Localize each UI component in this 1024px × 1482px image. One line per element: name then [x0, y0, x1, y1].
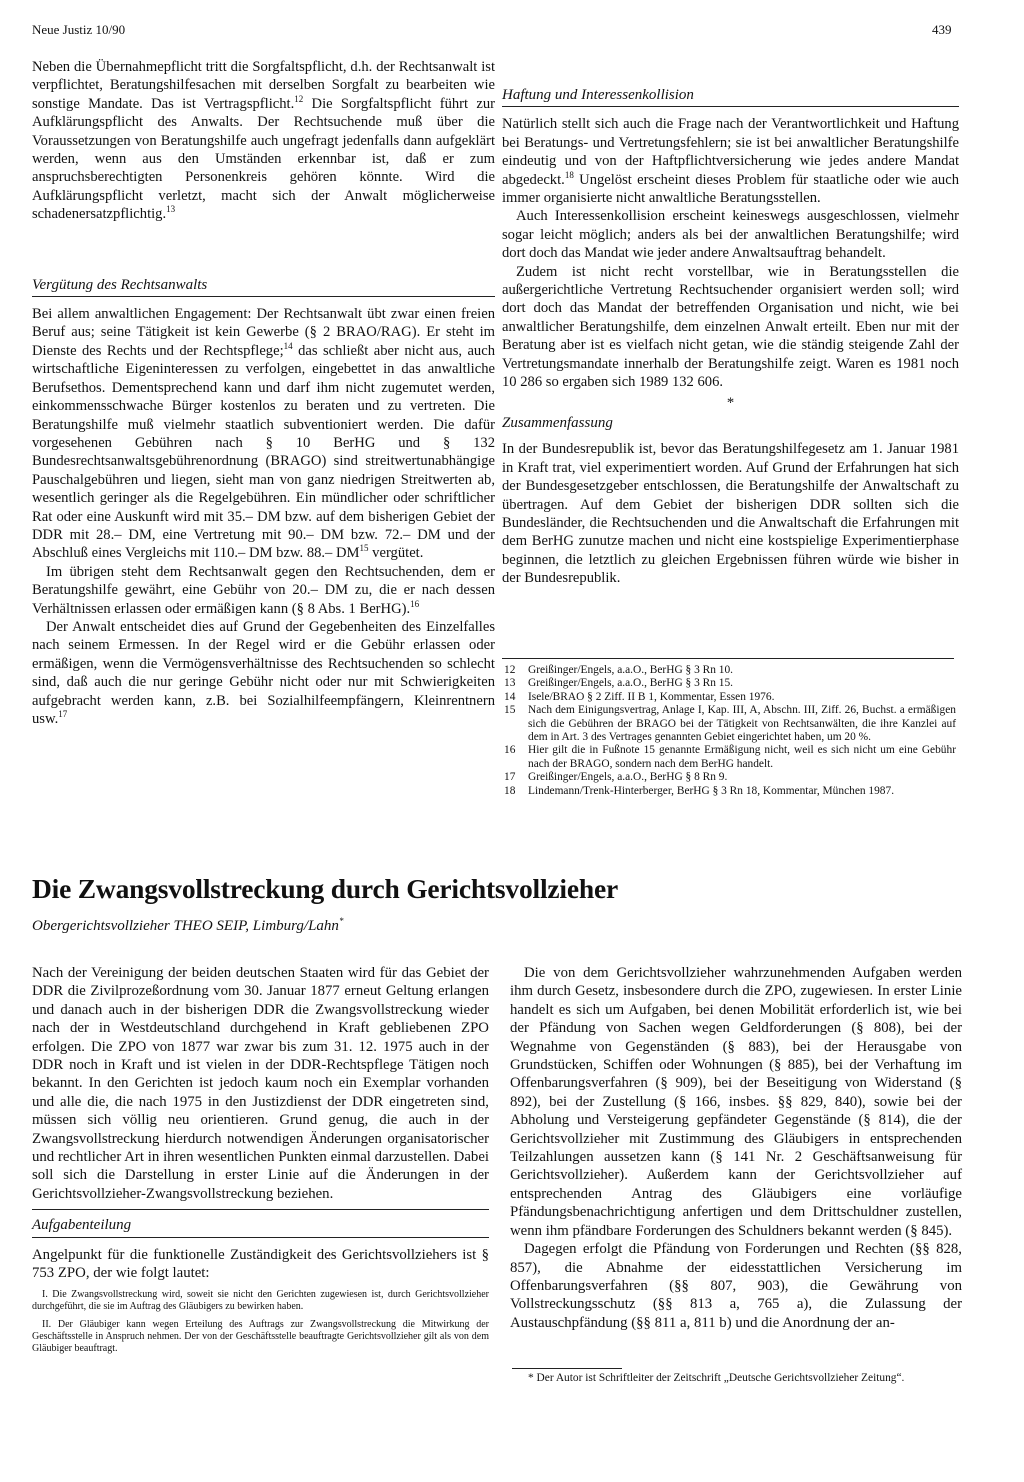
paragraph: Die von dem Gerichtsvollzieher wahrzunehmenden Aufgaben werden ihm durch Gesetz, insbesondere durch die ZPO, zugewiesen. In erster Linie handelt es sich um Aufgaben, bei denen Mobilität erforderlich ist, wie bei der Pfändung von Sachen wegen Geldforderungen (§ 808), bei der Wegnahme von Gegenständen (§ 883), bei der Herausgabe von Grundstücken, Schiffen oder Wohnungen (§ 885), bei der Verhaftung im Offenbarungsverfahren (§ 909), bei der Beseitigung von Widerstand (§ 892), bei der Zustellung (§ 166, insbes. §§ 829, 840), sowie bei der Abholung und Versteigerung gepfändeter Gegenstände (§ 814), die der Gerichtsvollzieher mit Zustimmung des Gläubigers in entsprechenden Teilzahlungen aussetzen kann (§ 141 Nr. 2 Geschäftsanweisung für Gerichtsvollzieher). Außerdem kann der Gerichtsvollzieher auf entsprechenden Antrag des Gläubigers eine vorläufige Pfändungsbenachrichtigung anfertigen und dem Drittschuldner zustellen, wenn ihm pfändbare Forderungen des Schuldners bekannt werden (§ 845). — [510, 965, 962, 1239]
statute-quote — [32, 1289, 489, 1355]
section-separator-asterisk: * — [726, 394, 735, 411]
paragraph: Angelpunkt für die funktionelle Zuständigkeit des Gerichtsvollziehers ist § 753 ZPO, der wie folgt lautet: — [32, 1246, 489, 1282]
article-right-column — [510, 964, 962, 1332]
section-heading-aufgabenteilung: Aufgabenteilung — [32, 1216, 489, 1237]
paragraph: Nach der Vereinigung der beiden deutschen Staaten wird für das Gebiet der DDR die Zivilprozeßordnung vom 30. Januar 1877 erneut Geltung erlangen und danach auch in der bisherigen DDR die Zwangsvollstreckung wieder nach der in Westdeutschland durchgehend in Kraft gebliebenen ZPO erfolgen. Die ZPO von 1877 war zwar bis zum 31. 12. 1975 auch in der DDR noch in Kraft und ist vielen in der DDR-Rechtspflege Tätigen noch bekannt. In den Gerichten ist jedoch kaum noch ein Exemplar vorhanden und alle die, die nach 1975 in den Justizdienst der DDR eingetreten sind, müssen sich völlig neu orientieren. Grund genug, die auch in der Zwangsvollstreckung hierdurch notwendigen Änderungen organisatorischer und rechtlicher Art in ihren wesentlichen Punkten einmal darzustellen. Dabei soll sich die Darstellung in erster Linie auf die Änderungen in der Gerichtsvollzieher-Zwangsvollstreckung beziehen. — [32, 965, 489, 1202]
author-note: * Der Autor ist Schriftleiter der Zeitschrift „Deutsche Gerichtsvollzieher Zeitung“. — [528, 1372, 905, 1384]
footnote: 12 Greißinger/Engels, a.a.O., BerHG § 3 Rn 10. — [504, 664, 733, 676]
paragraph: Natürlich stellt sich auch die Frage nach der Verantwortlichkeit und Haftung bei Beratungs- und Vertretungsfehlern; sie ist bei anwaltlicher Beratungshilfe eindeutig und von der Haftpflichtversicherung wie jedes andere Mandat abgedeckt.$^{18}$ Ungelöst erscheint dieses Problem für staatliche oder wie auch immer organisierte nicht anwaltliche Beratungsstellen. — [502, 116, 959, 207]
paragraph: Im übrigen steht dem Rechtsanwalt gegen den Rechtsuchenden, dem er Beratungshilfe gewährt, eine Gebühr von 20.– DM zu, die er nach dessen Verhältnissen erlassen oder ermäßigen kann (§ 8 Abs. 1 BerHG).$^{16}$ — [32, 563, 495, 617]
quote-paragraph: I. Die Zwangsvollstreckung wird, soweit sie nicht den Gerichten zugewiesen ist, durch Gerichtsvollzieher durchgeführt, die sie im Auftrag des Gläubigers zu bewirken haben. — [32, 1288, 489, 1312]
paragraph: Bei allem anwaltlichen Engagement: Der Rechtsanwalt übt zwar einen freien Beruf aus; seine Tätigkeit ist kein Gewerbe (§ 2 BRAO/RAG). Er steht im Dienste des Rechts und der Rechtspflege;$^{14}$ das schließt aber nicht aus, auch wirtschaftliche Eigeninteressen zu verfolgen, eingebettet in das anwaltliche Berufsethos. Dementsprechend kann und darf ihm nicht zugemutet werden, einkommensschwache Bürger kostenlos zu beraten und zu vertreten. Die Beratungshilfe muß vielmehr staatlich subventioniert werden. Die dafür vorgesehenen Gebühren nach § 10 BerHG und § 132 Bundesrechtsanwaltsgebührenordnung (BRAGO) sind streitwertunabhängige Pauschalgebühren und liegen, sieht man von ganz niedrigen Streitwerten ab, wesentlich geringer als die Regelgebühren. Ein mündlicher oder schriftlicher Rat oder eine Auskunft wird mit 35.– DM bzw. auf dem bisherigen Gebiet der DDR mit 28.– DM, eine Vertretung mit 90.– DM bzw. 72.– DM und der Abschluß eines Vergleichs mit 110.– DM bzw. 88.– DM$^{15}$ vergütet. — [32, 306, 495, 562]
footnote-rule — [502, 658, 954, 659]
left-column-top — [32, 58, 495, 728]
section-heading-verguetung: Vergütung des Rechtsanwalts — [32, 276, 495, 297]
page-number: 439 — [932, 22, 952, 37]
footnote: 14 Isele/BRAO § 2 Ziff. II B 1, Kommentar, Essen 1976. — [504, 690, 775, 703]
quote-paragraph: II. Der Gläubiger kann wegen Erteilung des Auftrags zur Zwangsvollstreckung die Mitwirkung der Geschäftsstelle in Anspruch nehmen. Der von der Geschäftsstelle beauftragte Gerichtsvollzieher gilt als von dem Gläubiger beauftragt. — [32, 1318, 489, 1354]
article-title: Die Zwangsvollstreckung durch Gerichtsvollzieher — [32, 873, 618, 904]
article-byline: Obergerichtsvollzieher THEO SEIP, Limburg/Lahn* — [32, 916, 344, 934]
paragraph: Dagegen erfolgt die Pfändung von Forderungen und Rechten (§§ 828, 857), die Abnahme der eidesstattlichen Versicherung im Offenbarungsverfahren (§§ 807, 903), die Gewährung von Vollstreckungsschutz (§§ 813 a, 765 a), die Zulassung der Austauschpfändung (§§ 811 a, 811 b) und die Anordnung der an- — [510, 1241, 962, 1331]
footnote: 15 Nach dem Einigungsvertrag, Anlage I, Kap. III, A, Abschn. III, Ziff. 26, Buchst. a ermäßigen sich die Gebühren der BRAGO bei der Tätigkeit von Rechtsanwälten, die ihre Kanzlei auf dem in Art. 3 des Vertrages genannten Gebiet eingerichtet haben, um 20 %. — [504, 704, 956, 744]
right-column-top — [502, 86, 959, 588]
section-rule — [32, 1209, 489, 1210]
paragraph: Der Anwalt entscheidet dies auf Grund der Gegebenheiten des Einzelfalles nach seinem Ermessen. In der Regel wird er die Gebühr erlassen oder ermäßigen, wenn die Vermögensverhältnisse des Rechtsuchenden so schlecht sind, daß auch die nur geringe Gebühr nicht oder nur mit Schwierigkeiten aufgebracht werden kann, z.B. bei Sozialhilfeempfängern, Kleinrentnern usw.$^{17}$ — [32, 618, 495, 727]
paragraph: In der Bundesrepublik ist, bevor das Beratungshilfegesetz am 1. Januar 1981 in Kraft trat, viel experimentiert worden. Auf Grund der Erfahrungen hat sich der Bundesgesetzgeber entschlossen, die Beratungshilfe der Anwaltschaft zu übertragen. Auf dem Gebiet der bisherigen DDR sollten sich die Bundesländer, die Rechtsuchenden und die Anwaltschaft die Erfahrungen mit dem BerHG zunutze machen und nicht eine kostspielige Experimentierphase beginnen, die letztlich zu gleichen Ergebnissen führen würde wie bisher in der Bundesrepublik. — [502, 441, 959, 587]
section-heading-haftung: Haftung und Interessenkollision — [502, 86, 959, 107]
article-left-column — [32, 964, 489, 1361]
paragraph: Zudem ist nicht recht vorstellbar, wie in Beratungsstellen die außergerichtliche Vertretung Rechtsuchender organisiert werden soll; wird dort doch das Mandat der betreffenden Organisation und nicht, wie bei anwaltlicher Beratungshilfe, dem einzelnen Anwalt erteilt. Eben nur mit der Beratung aber ist es vielfach nicht getan, wie die ständig steigende Zahl der Vertretungsmandate innerhalb der Beratungshilfe zeigt. Waren es 1981 noch 10 286 so ergaben sich 1989 132 606. — [502, 263, 959, 391]
section-heading-zusammenfassung: Zusammenfassung — [502, 414, 613, 431]
paragraph: Auch Interessenkollision erscheint keineswegs ausgeschlossen, vielmehr sogar leicht möglich; anders als bei der anwaltlichen Beratungshilfe; wird dort doch das Mandat wie jeder andere Anwaltsauftrag behandelt. — [502, 208, 959, 262]
author-note-rule — [512, 1368, 622, 1369]
paragraph: Neben die Übernahmepflicht tritt die Sorgfaltspflicht, d.h. der Rechtsanwalt ist verpflichtet, Beratungshilfesachen mit derselben Sorgfalt zu bearbeiten wie sonstige Mandate. Das ist Vertragspflicht.$^{12}$ Die Sorgfaltspflicht führt zur Aufklärungspflicht des Anwalts. Der Rechtsuchende muß über die Voraussetzungen von Beratungshilfe auch ungefragt jedenfalls dann aufgeklärt werden, wenn aus den Umständen erkennbar ist, daß er zum anspruchsberechtigten Personenkreis gehören könnte. Wird die Aufklärungspflicht verletzt, macht sich der Anwalt möglicherweise schadenersatzpflichtig.$^{13}$ — [32, 59, 495, 223]
footnote: 18 Lindemann/Trenk-Hinterberger, BerHG § 3 Rn 18, Kommentar, München 1987. — [504, 784, 895, 797]
footnote: 17 Greißinger/Engels, a.a.O., BerHG § 8 Rn 9. — [504, 771, 728, 784]
footnote: 13 Greißinger/Engels, a.a.O., BerHG § 3 Rn 15. — [504, 677, 733, 690]
running-head-journal: Neue Justiz 10/90 — [32, 22, 126, 37]
footnote: 16 Hier gilt die in Fußnote 15 genannte Ermäßigung nicht, weil es sich nicht um eine Gebühr nach der BRAGO, sondern nach dem BerHG handelt. — [504, 744, 956, 770]
footnotes — [504, 664, 956, 798]
